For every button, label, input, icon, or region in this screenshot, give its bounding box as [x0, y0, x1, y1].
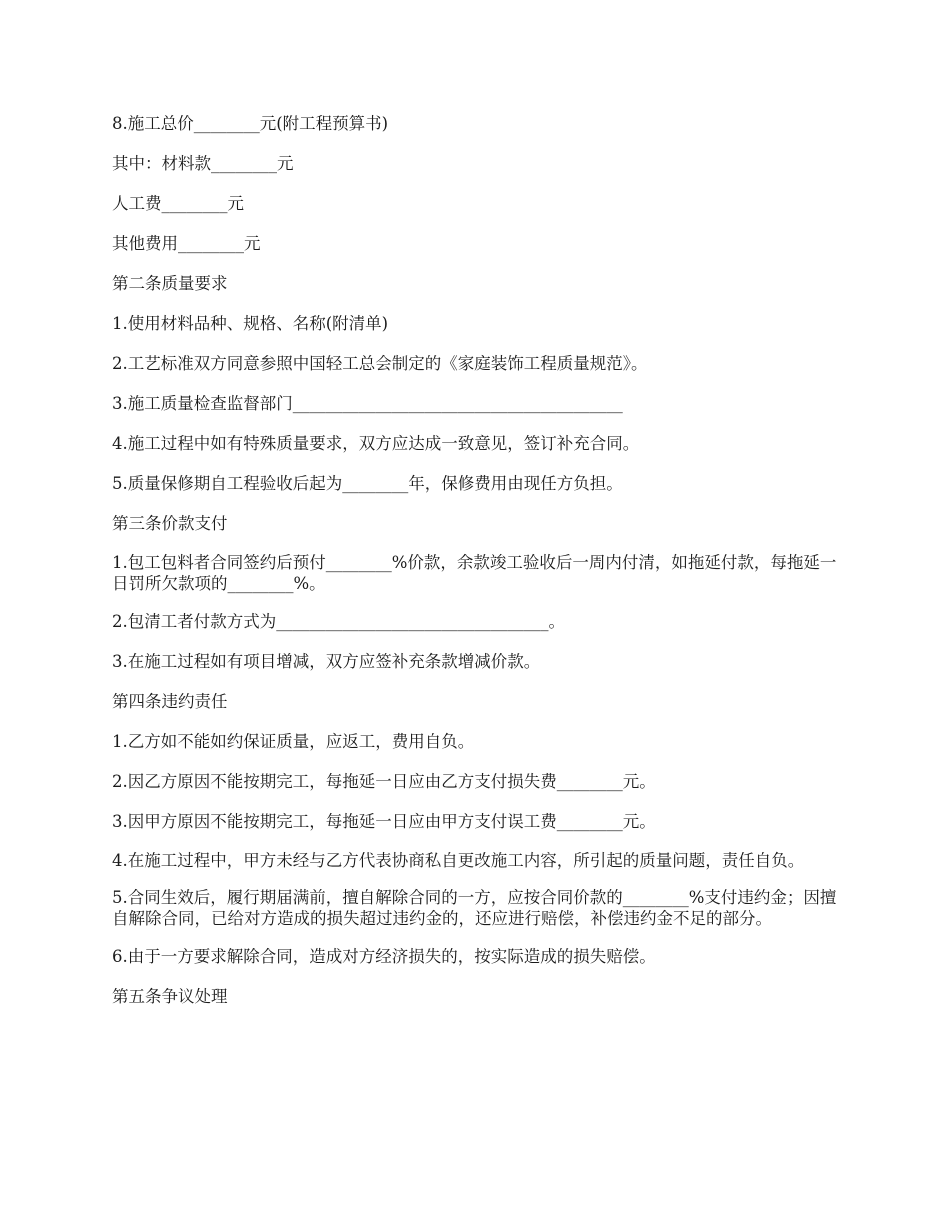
clause-other-cost: 其他费用________元 [112, 234, 261, 253]
clause-termination-penalty: 5.合同生效后，履行期届满前，擅自解除合同的一方，应按合同价款的________%支付违约金；因擅自解除合同，已给对方造成的损失超过违约金的，还应进行赔偿，补偿违约金不足的部分。 [112, 888, 837, 928]
clause-prepayment: 1.包工包料者合同签约后预付________%价款，余款竣工验收后一周内付清，如拖延付款，每拖延一日罚所欠款项的________%。 [112, 553, 837, 593]
clause-material-cost: 其中：材料款________元 [112, 154, 294, 173]
clause-materials-spec: 1.使用材料品种、规格、名称(附清单) [112, 314, 389, 333]
clause-unauthorized-change: 4.在施工过程中，甲方未经与乙方代表协商私自更改施工内容，所引起的质量问题，责任自负。 [112, 851, 805, 870]
clause-party-a-delay: 3.因甲方原因不能按期完工，每拖延一日应由甲方支付误工费________元。 [112, 812, 656, 831]
section-heading-payment: 第三条价款支付 [112, 514, 228, 533]
clause-item-change: 3.在施工过程如有项目增减，双方应签补充条款增减价款。 [112, 652, 541, 671]
clause-labor-only-payment: 2.包清工者付款方式为_________________________________。 [112, 612, 565, 631]
section-heading-dispute: 第五条争议处理 [112, 987, 228, 1006]
section-heading-liability: 第四条违约责任 [112, 692, 228, 711]
clause-loss-compensation: 6.由于一方要求解除合同，造成对方经济损失的，按实际造成的损失赔偿。 [112, 947, 656, 966]
clause-total-price: 8.施工总价________元(附工程预算书) [112, 114, 389, 133]
clause-warranty-period: 5.质量保修期自工程验收后起为________年，保修费用由现任方负担。 [112, 474, 623, 493]
clause-inspection-dept: 3.施工质量检查监督部门________________________________________ [112, 394, 623, 413]
document-body [112, 112, 840, 1025]
clause-process-standard: 2.工艺标准双方同意参照中国轻工总会制定的《家庭装饰工程质量规范》。 [112, 354, 648, 373]
section-heading-quality: 第二条质量要求 [112, 274, 228, 293]
clause-party-b-delay: 2.因乙方原因不能按期完工，每拖延一日应由乙方支付损失费________元。 [112, 772, 656, 791]
clause-labor-cost: 人工费________元 [112, 194, 244, 213]
clause-special-quality: 4.施工过程中如有特殊质量要求，双方应达成一致意见，签订补充合同。 [112, 434, 640, 453]
clause-rework: 1.乙方如不能如约保证质量，应返工，费用自负。 [112, 732, 475, 751]
